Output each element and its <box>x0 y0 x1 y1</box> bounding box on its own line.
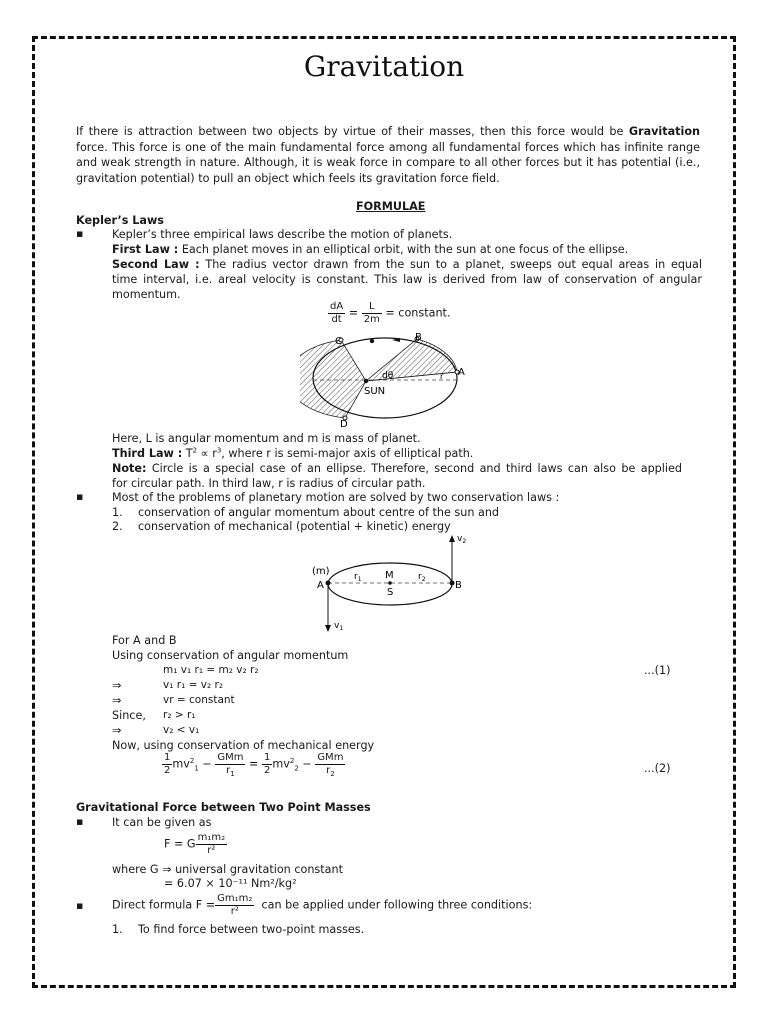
note-line1: Note: Circle is a special case of an ellipse. Therefore, second and third laws can also be applied <box>112 462 682 475</box>
orbit-velocity-diagram <box>300 532 480 636</box>
equation-d: r₂ > r₁ <box>163 709 196 721</box>
implies-symbol: ⇒ <box>112 694 122 707</box>
sun-point <box>364 379 368 383</box>
formulae-heading: FORMULAE <box>356 200 426 213</box>
direct-formula: Direct formula F = $\frac{\text{Gm₁m₂}}{\text{r²}}$ can be applied under following three conditions: <box>112 893 533 917</box>
kepler-heading: Kepler’s Laws <box>76 214 164 227</box>
planet-point <box>370 339 374 343</box>
velocity-v1-arrow <box>325 625 331 632</box>
energy-equation: $\frac{1}{2}$ $mv^2_1$ − $\frac{\text{GMm}}{r_1}$ = $\frac{1}{2}$ $mv^2_2$ − $\frac{\text{GMm}}{r_2}$ <box>164 752 344 778</box>
page-title: Gravitation <box>303 50 465 83</box>
velocity-v2-arrow <box>449 535 455 542</box>
conservation-item-1: conservation of angular momentum about centre of the sun and <box>138 506 500 519</box>
second-law-line3: momentum. <box>112 288 181 301</box>
label-r: r <box>440 372 444 381</box>
where-g: where G ⇒ universal gravitation constant <box>112 863 343 876</box>
problems-text: Most of the problems of planetary motion are solved by two conservation laws : <box>112 491 560 504</box>
now-energy: Now, using conservation of mechanical energy <box>112 739 375 752</box>
kepler-intro: Kepler’s three empirical laws describe the motion of planets. <box>112 228 453 241</box>
equation-c: vr = constant <box>163 694 235 706</box>
list-number: 1. <box>112 923 123 936</box>
intro-paragraph: If there is attraction between two objects by virtue of their masses, then this force would be Gravitation force. This force is one of the main fundamental force among all fundamental forces which has infinite range and weak strength in nature. Although, it is weak force in compare to all other forces but it has potential (i.e., gravitation potential) to pull an object which feels its gravitation force field. <box>76 125 700 185</box>
label-r1: $r_1$ <box>354 572 362 583</box>
conservation-item-2: conservation of mechanical (potential + kinetic) energy <box>138 520 451 533</box>
label-big-m: M <box>385 570 394 581</box>
implies-symbol: ⇒ <box>112 724 122 737</box>
label-s: S <box>387 587 394 598</box>
equation-1-tag: ...(1) <box>644 664 671 677</box>
bullet-icon: ▪ <box>76 227 84 240</box>
equation-b: v₁ r₁ = v₂ r₂ <box>163 679 224 691</box>
areal-velocity-equation: $\frac{dA}{dt}$ = $\frac{L}{2m}$ = constant. <box>330 301 451 325</box>
third-law: Third Law : $T^2 \propto r^3$, where r is semi-major axis of elliptical path. <box>112 446 474 460</box>
equation-2-tag: ...(2) <box>644 762 671 775</box>
label-sun: SUN <box>364 386 386 397</box>
label-d: D <box>340 419 348 430</box>
label-v1: $v_1$ <box>334 621 344 632</box>
list-number: 2. <box>112 520 123 533</box>
for-a-and-b: For A and B <box>112 634 177 647</box>
label-dtheta: dθ <box>382 371 394 381</box>
condition-1: To find force between two-point masses. <box>138 923 365 936</box>
label-a: A <box>458 367 465 378</box>
kepler-ellipse-diagram <box>300 328 480 432</box>
gravitational-force-heading: Gravitational Force between Two Point Masses <box>76 801 371 814</box>
first-law: First Law : Each planet moves in an elliptical orbit, with the sun at one focus of the ellipse. <box>112 243 629 256</box>
equation-1: m₁ v₁ r₁ = m₂ v₂ r₂ <box>163 664 259 676</box>
bullet-icon: ▪ <box>76 490 84 503</box>
second-law-line1: Second Law : The radius vector drawn from the sun to a planet, sweeps out equal areas in equal <box>112 258 702 271</box>
label-m: (m) <box>312 566 330 577</box>
g-value: = 6.07 × 10⁻¹¹ Nm²/kg² <box>164 877 297 890</box>
label-b: B <box>455 580 462 591</box>
label-b: B <box>415 332 422 343</box>
note-line2: for circular path. In third law, r is radius of circular path. <box>112 477 426 490</box>
second-law-line2: time interval, i.e. areal velocity is constant. This law is derived from law of conservation of angular <box>112 273 702 286</box>
label-r2: $r_2$ <box>418 572 426 583</box>
sun-point <box>388 581 392 585</box>
force-equation: F = G $\frac{\text{m₁m₂}}{\text{r²}}$ <box>164 832 226 856</box>
label-c: C <box>335 336 342 347</box>
list-number: 1. <box>112 506 123 519</box>
it-can-be-given: It can be given as <box>112 816 212 829</box>
label-a: A <box>317 580 324 591</box>
since-label: Since, <box>112 709 146 722</box>
using-angular-momentum: Using conservation of angular momentum <box>112 649 349 662</box>
label-v2: $v_2$ <box>457 534 467 545</box>
equation-e: v₂ < v₁ <box>163 724 200 736</box>
bullet-icon: ▪ <box>76 815 84 828</box>
swept-area-right <box>366 339 457 381</box>
bullet-icon: ▪ <box>76 899 84 912</box>
here-text: Here, L is angular momentum and m is mass of planet. <box>112 432 421 445</box>
implies-symbol: ⇒ <box>112 679 122 692</box>
